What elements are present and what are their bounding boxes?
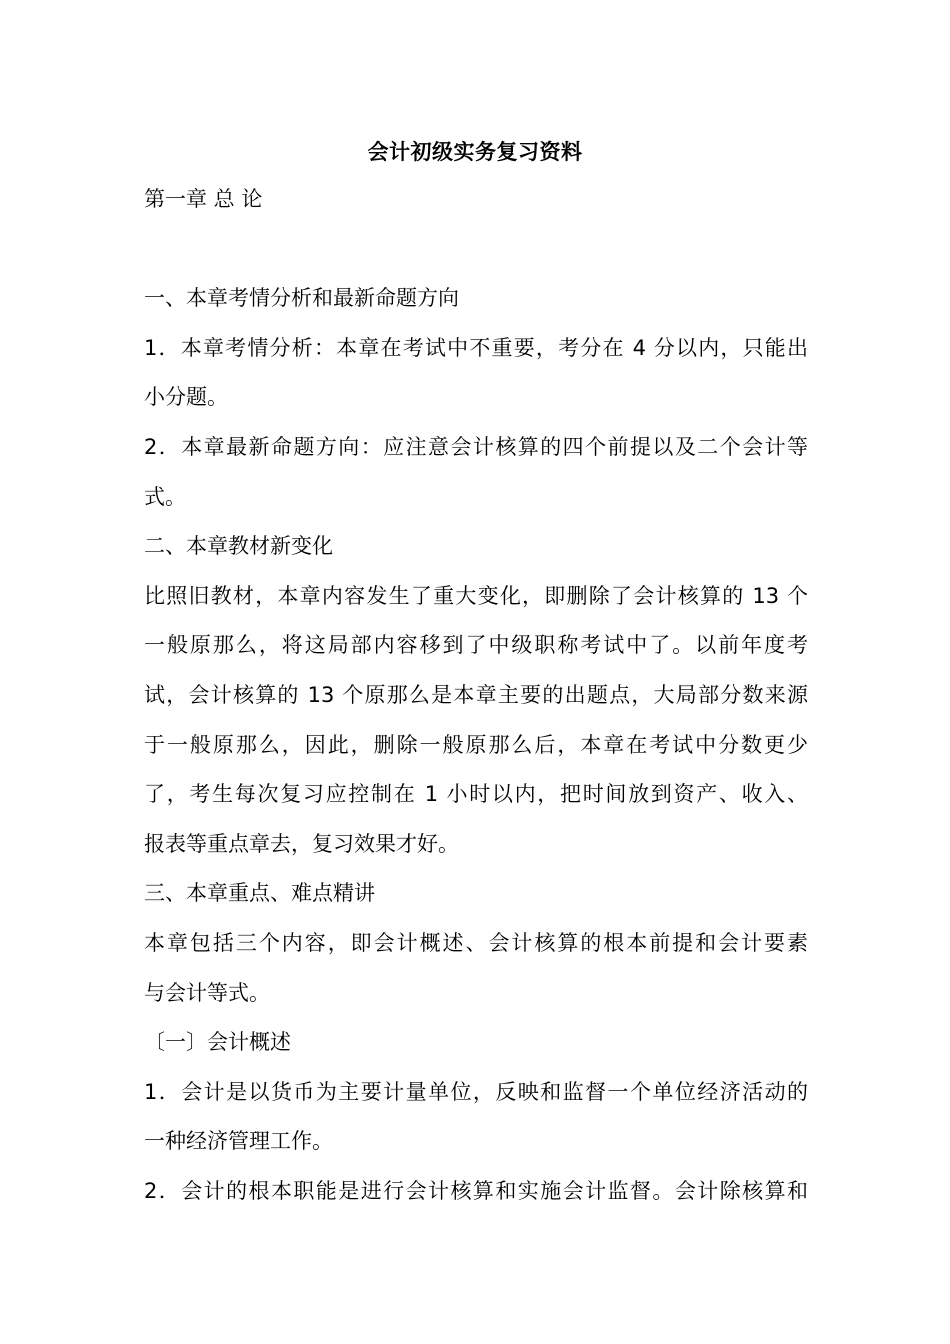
text-line: 〔一〕会计概述 [144,1030,291,1055]
text-line: 2．本章最新命题方向：应注意会计核算的四个前提以及二个会计等 [144,434,808,459]
text-line: 了，考生每次复习应控制在 1 小时以内，把时间放到资产、收入、 [144,782,808,807]
text-line: 本章包括三个内容，即会计概述、会计核算的根本前提和会计要素 [144,930,808,955]
text-line: 三、本章重点、难点精讲 [144,881,375,906]
text-line: 1．会计是以货币为主要计量单位，反映和监督一个单位经济活动的 [144,1079,808,1104]
blank-line [144,225,808,275]
text-line: 第一章 总 论 [144,187,263,211]
text-line: 一种经济管理工作。 [144,1129,333,1154]
text-line: 于一般原那么，因此，删除一般原那么后，本章在考试中分数更少 [144,732,808,757]
text-line: 1．本章考情分析：本章在考试中不重要，考分在 4 分以内，只能出 [144,335,808,360]
document-body [144,175,808,1216]
text-line: 比照旧教材，本章内容发生了重大变化，即删除了会计核算的 13 个 [144,583,808,608]
text-line: 一般原那么，将这局部内容移到了中级职称考试中了。以前年度考 [144,633,808,658]
text-line: 与会计等式。 [144,980,270,1005]
text-line: 2．会计的根本职能是进行会计核算和实施会计监督。会计除核算和 [144,1178,808,1203]
text-line: 二、本章教材新变化 [144,534,333,559]
text-line: 一、本章考情分析和最新命题方向 [144,286,459,311]
text-line: 式。 [144,484,186,509]
document-title: 会计初级实务复习资料 [367,140,583,164]
text-line: 试，会计核算的 13 个原那么是本章主要的出题点，大局部分数来源 [144,682,808,707]
text-line: 小分题。 [144,385,228,410]
text-line: 报表等重点章去，复习效果才好。 [144,831,459,856]
